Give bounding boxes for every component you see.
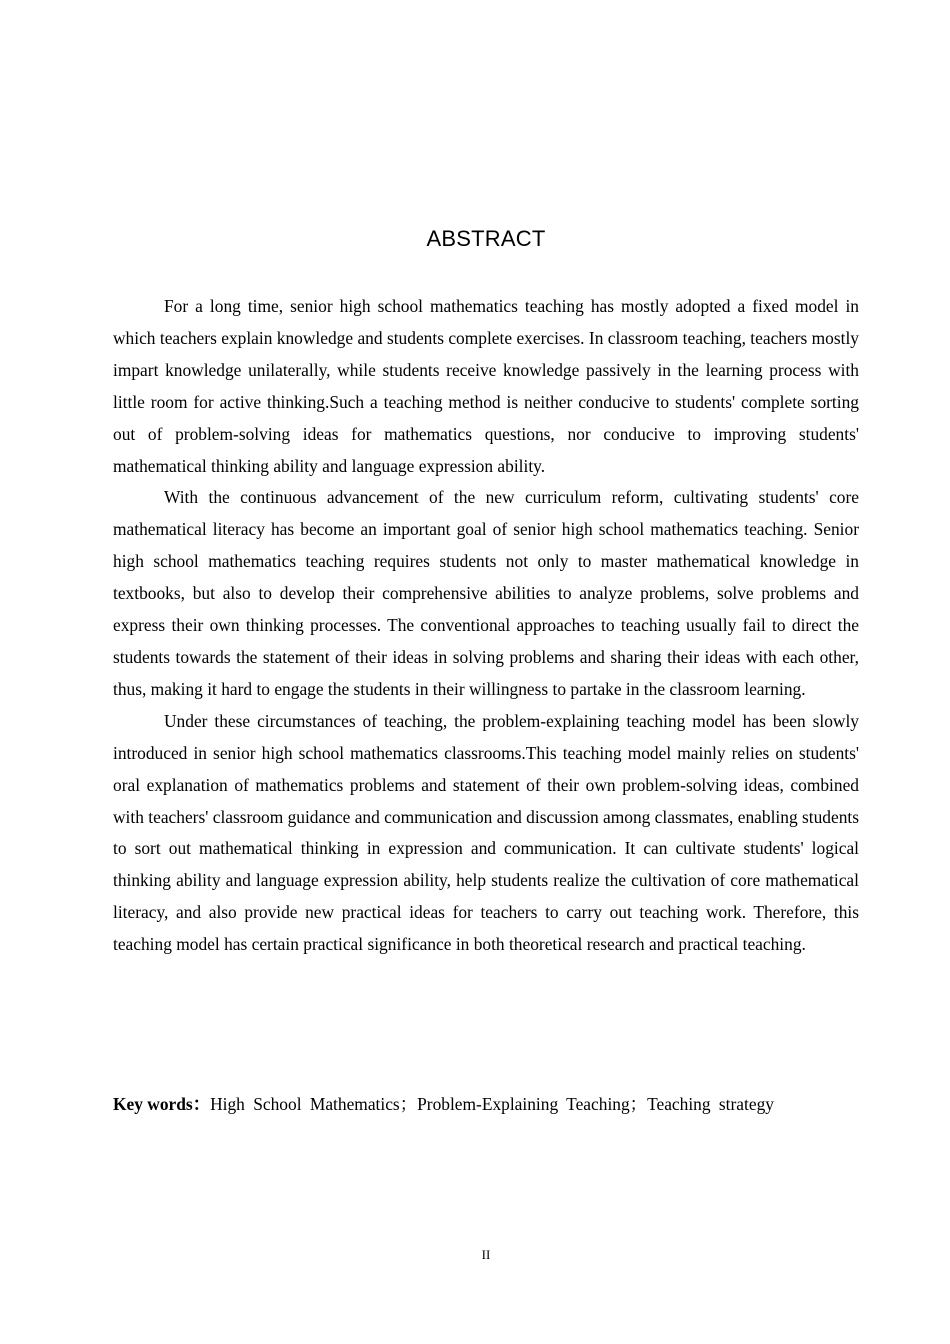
keywords-line [113, 1089, 873, 1121]
keywords-label: Key words： [113, 1094, 211, 1114]
abstract-title: ABSTRACT [426, 226, 546, 251]
abstract-paragraph-3: Under these circumstances of teaching, the problem-explaining teaching model has been slowly introduced in senior high school mathematics classrooms.This teaching model mainly relies on students' oral explanation of mathematics problems and statement of their own problem-solving ideas, combined with teachers' classroom guidance and communication and discussion among classmates, enabling students to sort out mathematical thinking in expression and communication. It can cultivate students' logical thinking ability and language expression ability, help students realize the cultivation of core mathematical literacy, and also provide new practical ideas for teachers to carry out teaching work. Therefore, this teaching model has certain practical significance in both theoretical research and practical teaching. [113, 710, 859, 955]
abstract-paragraph-2: With the continuous advancement of the new curriculum reform, cultivating students' core mathematical literacy has become an important goal of senior high school mathematics teaching. Senior high school mathematics teaching requires students not only to master mathematical knowledge in textbooks, but also to develop their comprehensive abilities to analyze problems, solve problems and express their own thinking processes. The conventional approaches to teaching usually fail to direct the students towards the statement of their ideas in solving problems and sharing their ideas with each other, thus, making it hard to engage the students in their willingness to partake in the classroom learning. [113, 487, 859, 699]
keyword-item: Teaching strategy [647, 1094, 774, 1114]
keyword-item: Problem-Explaining Teaching [417, 1094, 630, 1114]
abstract-body [113, 291, 859, 961]
page-number: II [481, 1247, 491, 1262]
keyword-item: High School Mathematics [210, 1094, 400, 1114]
keyword-separator: ； [399, 1094, 418, 1114]
keyword-separator: ； [629, 1094, 648, 1114]
abstract-paragraph-1: For a long time, senior high school mathematics teaching has mostly adopted a fixed model in which teachers explain knowledge and students complete exercises. In classroom teaching, teachers mostly impart knowledge unilaterally, while students receive knowledge passively in the learning process with little room for active thinking.Such a teaching method is neither conducive to students' complete sorting out of problem-solving ideas for mathematics questions, nor conducive to improving students' mathematical thinking ability and language expression ability. [113, 296, 859, 476]
